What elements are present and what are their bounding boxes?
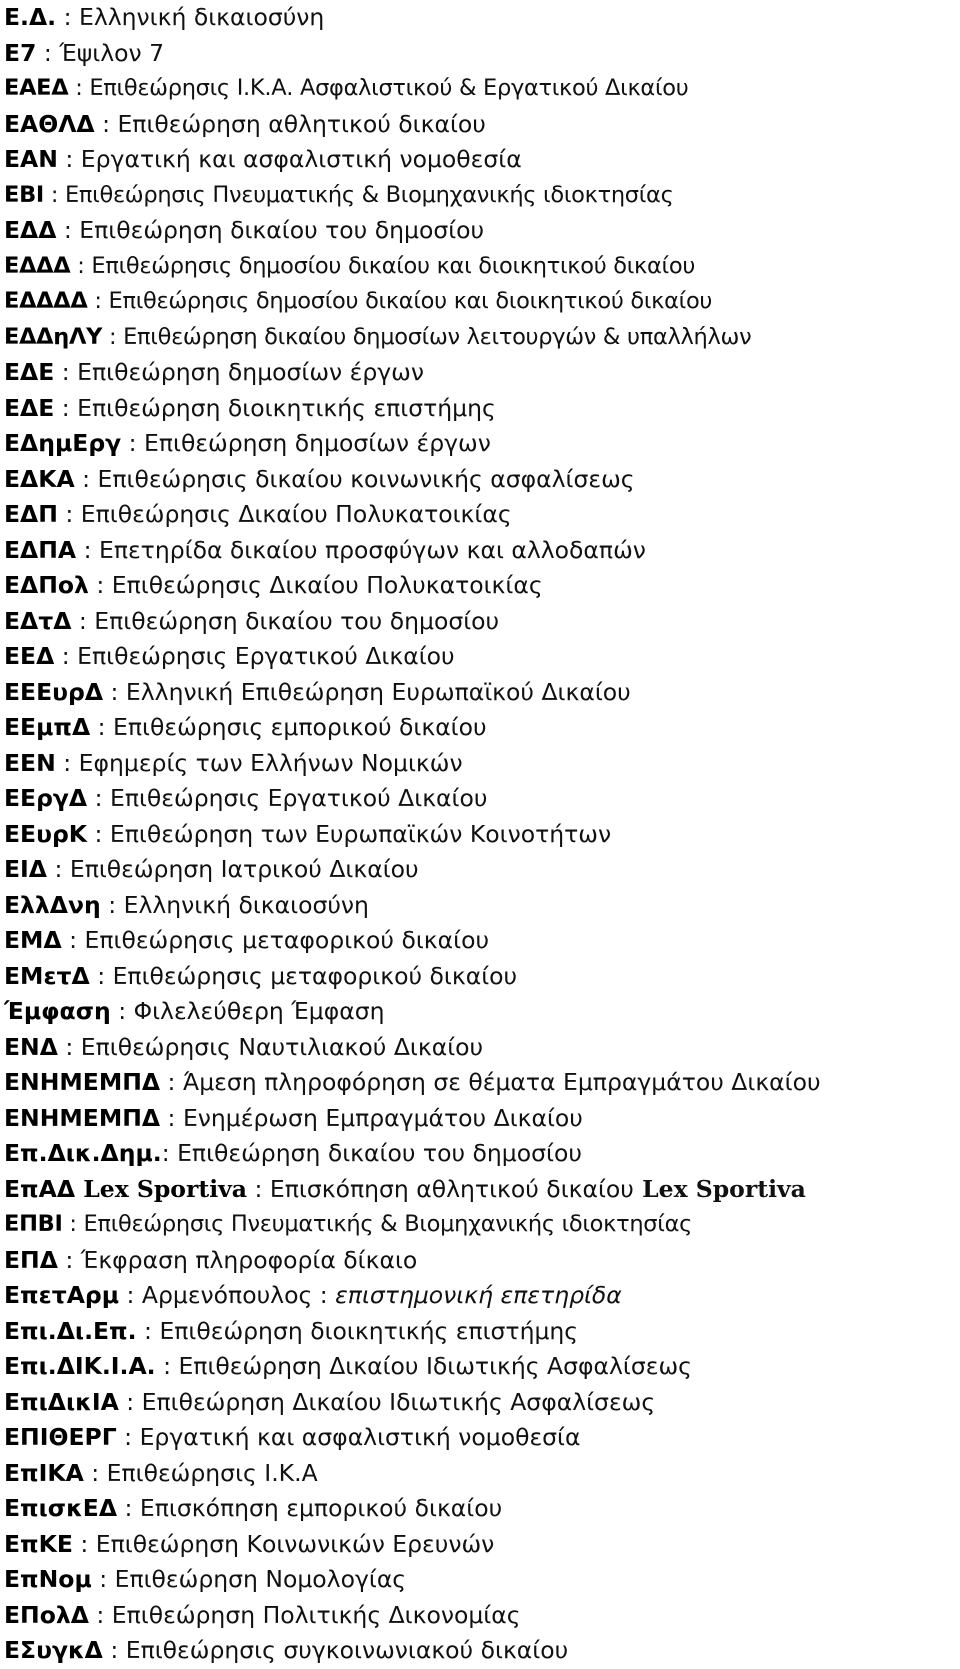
separator: :: [119, 1281, 142, 1309]
abbreviation: ΕπετΑρμ: [4, 1281, 120, 1309]
separator: :: [90, 713, 114, 741]
abbreviation-entry: [4, 675, 956, 711]
abbreviation-entry: [4, 1349, 956, 1385]
separator: :: [72, 1529, 96, 1558]
abbreviation-entry: [4, 710, 956, 746]
abbreviation: ΕπΚΕ: [4, 1529, 73, 1558]
abbreviation-entry: [4, 1101, 956, 1137]
definition: Ελληνική δικαιοσύνη: [123, 890, 369, 919]
abbreviation-entry: [4, 1420, 956, 1456]
abbreviation-suffix: Lex Sportiva: [75, 1174, 248, 1203]
abbreviation: ΕΔΔ: [4, 216, 57, 244]
separator: :: [88, 571, 112, 599]
abbreviation-entry: [4, 213, 956, 249]
definition: Επιθεώρησις συγκοινωνιακού δικαίου: [125, 1636, 569, 1664]
abbreviation: ΕΔΔΔ: [4, 252, 71, 279]
separator: :: [70, 252, 92, 279]
definition: Εργατική και ασφαλιστική νομοθεσία: [139, 1423, 581, 1451]
abbreviation: ΕΑΘΛΔ: [4, 109, 95, 138]
definition: Επιθεώρηση δικαίου δημοσίων λειτουργών & υπαλλήλων: [123, 323, 752, 350]
abbreviation: ΕλλΔνη: [4, 890, 101, 919]
separator: :: [94, 109, 118, 138]
definition: Επιθεώρησις δημοσίου δικαίου και διοικητικού δικαίου: [91, 252, 696, 279]
definition: Επιθεώρησις Ι.Κ.Α: [106, 1458, 318, 1487]
definition: Εργατική και ασφαλιστική νομοθεσία: [80, 145, 522, 173]
definition: Επιθεώρησις Δικαίου Πολυκατοικίας: [111, 571, 543, 599]
definition-subtitle: επιστημονική επετηρίδα: [335, 1281, 622, 1309]
definition: Επιθεώρηση δικαίου του δημοσίου: [94, 606, 500, 635]
separator: :: [103, 677, 126, 706]
separator: :: [76, 535, 99, 564]
definition: Επιθεώρηση δικαίου του δημοσίου: [177, 1139, 582, 1167]
abbreviation-entry: [4, 1562, 956, 1598]
abbreviation: ΕπΑΔ: [4, 1174, 76, 1203]
abbreviation: ΕΕυρΚ: [4, 819, 88, 848]
abbreviation: ΕΕΔ: [4, 642, 55, 670]
abbreviation-entry: [4, 568, 956, 604]
abbreviation: ΕΔτΔ: [4, 606, 72, 635]
definition: Επετηρίδα δικαίου προσφύγων και αλλοδαπών: [98, 535, 646, 564]
definition: Επιθεώρησις εμπορικού δικαίου: [113, 713, 487, 741]
abbreviation-entry: [4, 639, 956, 675]
separator: :: [155, 1352, 179, 1380]
definition: Επιθεώρηση διοικητικής επιστήμης: [77, 393, 496, 422]
separator: :: [36, 38, 60, 67]
abbreviation-entry: [4, 1598, 956, 1634]
abbreviation-entry: [4, 36, 956, 72]
definition: Επιθεώρησις Εργατικού Δικαίου: [77, 642, 455, 670]
separator: :: [61, 926, 85, 954]
definition-suffix: Lex Sportiva: [633, 1174, 806, 1203]
separator: :: [57, 500, 81, 528]
definition: Επισκόπηση εμπορικού δικαίου: [139, 1494, 503, 1522]
separator: :: [54, 358, 78, 386]
abbreviation-entry: [4, 923, 956, 959]
separator: :: [136, 1316, 160, 1345]
abbreviation: ΕΕργΔ: [4, 784, 88, 812]
separator: :: [55, 748, 79, 777]
definition: Επιθεώρηση δικαίου του δημοσίου: [79, 216, 485, 244]
abbreviation-entry: [4, 746, 956, 782]
abbreviation-entry: [4, 320, 956, 356]
separator: :: [46, 855, 70, 883]
definition: Επιθεώρησις Πνευματικής & Βιομηχανικής ιδιοκτησίας: [65, 181, 674, 208]
abbreviation-entry: [4, 1385, 956, 1421]
definition: Ελληνική δικαιοσύνη: [78, 3, 325, 31]
definition: Επιθεώρηση Νομολογίας: [114, 1565, 407, 1593]
abbreviation: ΕΔΠ: [4, 500, 58, 528]
separator: :: [91, 1565, 115, 1593]
definition: Φιλελεύθερη Έμφαση: [133, 997, 385, 1025]
definition: Επιθεώρησις Πνευματικής & Βιομηχανικής ιδιοκτησίας: [83, 1211, 693, 1237]
abbreviation: ΕΕΕυρΔ: [4, 677, 104, 706]
separator: :: [87, 819, 110, 848]
separator: :: [68, 75, 90, 101]
abbreviation-entry: [4, 355, 956, 391]
separator: :: [87, 784, 110, 812]
abbreviation-entry: [4, 426, 956, 462]
definition: Επιθεώρηση Δικαίου Ιδιωτικής Ασφαλίσεως: [141, 1387, 656, 1416]
abbreviation: ΕΠΒΙ: [4, 1211, 63, 1237]
definition: Ενημέρωση Εμπραγμάτου Δικαίου: [182, 1103, 583, 1132]
abbreviation: Ε.Δ.: [4, 3, 57, 31]
definition: Επιθεώρησις δικαίου κοινωνικής ασφαλίσεως: [97, 464, 635, 493]
abbreviation: ΕΣυγκΔ: [4, 1636, 103, 1664]
abbreviation: ΕΔημΕργ: [4, 429, 122, 457]
separator: :: [54, 393, 78, 422]
abbreviation-entry: [4, 1030, 956, 1066]
separator: :: [160, 1068, 183, 1096]
abbreviation: ΕΕΝ: [4, 748, 56, 777]
separator: :: [87, 288, 109, 314]
abbreviation-entry: [4, 1491, 956, 1527]
definition: Επιθεώρησις δημοσίου δικαίου και διοικητικού δικαίου: [108, 288, 713, 314]
abbreviation: ΕΔΔΔΔ: [4, 288, 88, 314]
separator: :: [56, 3, 79, 31]
abbreviation-entry: [4, 1456, 956, 1492]
abbreviation: Έμφαση: [4, 997, 111, 1025]
abbreviation-entry: [4, 1314, 956, 1350]
abbreviation-entry: [4, 1527, 956, 1563]
abbreviation-entry: [4, 462, 956, 498]
abbreviation-entry: [4, 1172, 956, 1208]
definition: Επισκόπηση αθλητικού δικαίου: [269, 1174, 634, 1203]
abbreviation: ΕπΙΚΑ: [4, 1458, 84, 1487]
separator: :: [160, 1103, 183, 1132]
abbreviation-entry: [4, 1065, 956, 1101]
abbreviation: ΕΙΔ: [4, 855, 47, 883]
separator: :: [57, 1032, 81, 1061]
definition: Αρμενόπουλος :: [141, 1281, 336, 1309]
definition: Επιθεώρησις Ναυτιλιακού Δικαίου: [80, 1032, 484, 1061]
definition: Επιθεώρηση Πολιτικής Δικονομίας: [111, 1600, 521, 1629]
abbreviation-list: [4, 0, 956, 1669]
definition: Εφημερίς των Ελλήνων Νομικών: [78, 748, 463, 777]
separator: :: [74, 464, 98, 493]
abbreviation-entry: [4, 284, 956, 320]
abbreviation-entry: [4, 852, 956, 888]
abbreviation: ΕΔΠολ: [4, 571, 89, 599]
definition: Επιθεώρηση Δικαίου Ιδιωτικής Ασφαλίσεως: [178, 1352, 692, 1380]
definition: Επιθεώρηση δημοσίων έργων: [144, 429, 491, 457]
abbreviation-entry: [4, 781, 956, 817]
separator: :: [110, 997, 134, 1025]
abbreviation: ΕΠΔ: [4, 1245, 58, 1274]
abbreviation: ΕΔΠΑ: [4, 535, 77, 564]
abbreviation-entry: [4, 1633, 956, 1669]
separator: :: [44, 181, 65, 208]
definition: Έψιλον 7: [59, 38, 165, 67]
separator: :: [121, 429, 145, 457]
separator: :: [83, 1458, 107, 1487]
abbreviation-entry: [4, 994, 956, 1030]
abbreviation: ΕΝΔ: [4, 1032, 58, 1061]
separator: :: [57, 1245, 81, 1274]
abbreviation-entry: [4, 1136, 956, 1172]
separator: :: [117, 1494, 140, 1522]
separator: :: [102, 1636, 126, 1664]
abbreviation: ΕΔΔηΛΥ: [4, 323, 103, 350]
definition: Επιθεώρηση των Ευρωπαϊκών Κοινοτήτων: [109, 819, 612, 848]
separator: :: [89, 961, 113, 990]
abbreviation-entry: [4, 888, 956, 924]
abbreviation: ΕΔΕ: [4, 358, 55, 386]
definition: Επιθεώρηση αθλητικού δικαίου: [117, 109, 486, 138]
definition: Ελληνική Επιθεώρηση Ευρωπαϊκού Δικαίου: [125, 677, 631, 706]
abbreviation: ΕΒΙ: [4, 181, 44, 208]
abbreviation-entry: [4, 604, 956, 640]
definition: Επιθεώρησις Δικαίου Πολυκατοικίας: [80, 500, 512, 528]
definition: Επιθεώρησις μεταφορικού δικαίου: [84, 926, 490, 954]
abbreviation: ΕΑΕΔ: [4, 75, 69, 101]
separator: :: [62, 1211, 84, 1237]
abbreviation-entry: [4, 533, 956, 569]
abbreviation-entry: [4, 178, 956, 214]
separator: :: [161, 1139, 178, 1167]
abbreviation: ΕΜΔ: [4, 926, 62, 954]
abbreviation-entry: [4, 107, 956, 143]
abbreviation: Ε7: [4, 38, 37, 67]
abbreviation: Επι.Δι.Επ.: [4, 1316, 137, 1345]
definition: Έκφραση πληροφορία δίκαιο: [80, 1245, 418, 1274]
separator: :: [247, 1174, 270, 1203]
definition: Άμεση πληροφόρηση σε θέματα Εμπραγμάτου Δικαίου: [182, 1068, 821, 1096]
abbreviation-entry: [4, 817, 956, 853]
abbreviation: Επ.Δικ.Δημ.: [4, 1139, 162, 1167]
abbreviation: ΕΕμπΔ: [4, 713, 91, 741]
abbreviation: Επι.ΔΙΚ.Ι.Α.: [4, 1352, 156, 1380]
abbreviation-entry: [4, 1207, 956, 1243]
separator: :: [88, 1600, 112, 1629]
separator: :: [54, 642, 78, 670]
abbreviation-entry: [4, 0, 956, 36]
abbreviation: ΕπιΔικΙΑ: [4, 1387, 119, 1416]
definition: Επιθεώρηση Κοινωνικών Ερευνών: [95, 1529, 495, 1558]
definition: Επιθεώρησις μεταφορικού δικαίου: [112, 961, 518, 990]
separator: :: [57, 145, 81, 173]
separator: :: [102, 323, 124, 350]
abbreviation-entry: [4, 142, 956, 178]
definition: Επιθεώρησις Ι.Κ.Α. Ασφαλιστικού & Εργατικού Δικαίου: [89, 75, 689, 101]
abbreviation: ΕΠολΔ: [4, 1600, 89, 1629]
separator: :: [118, 1387, 142, 1416]
separator: :: [100, 890, 124, 919]
abbreviation: ΕΜετΔ: [4, 961, 90, 990]
definition: Επιθεώρηση δημοσίων έργων: [77, 358, 424, 386]
separator: :: [71, 606, 95, 635]
definition: Επιθεώρησις Εργατικού Δικαίου: [109, 784, 488, 812]
abbreviation: ΕΔΕ: [4, 393, 55, 422]
separator: :: [56, 216, 80, 244]
abbreviation: ΕπΝομ: [4, 1565, 92, 1593]
abbreviation-entry: [4, 71, 956, 107]
abbreviation-entry: [4, 1278, 956, 1314]
definition: Επιθεώρηση διοικητικής επιστήμης: [159, 1316, 579, 1345]
abbreviation: ΕπισκΕΔ: [4, 1494, 118, 1522]
abbreviation-entry: [4, 1243, 956, 1279]
separator: :: [116, 1423, 140, 1451]
abbreviation: ΕΝΗΜΕΜΠΔ: [4, 1103, 161, 1132]
abbreviation-entry: [4, 959, 956, 995]
abbreviation: ΕΠΙΘΕΡΓ: [4, 1423, 117, 1451]
abbreviation-entry: [4, 497, 956, 533]
definition: Επιθεώρηση Ιατρικού Δικαίου: [69, 855, 419, 883]
abbreviation-entry: [4, 249, 956, 285]
abbreviation: ΕΑΝ: [4, 145, 58, 173]
abbreviation: ΕΝΗΜΕΜΠΔ: [4, 1068, 161, 1096]
abbreviation-entry: [4, 391, 956, 427]
abbreviation: ΕΔΚΑ: [4, 464, 75, 493]
